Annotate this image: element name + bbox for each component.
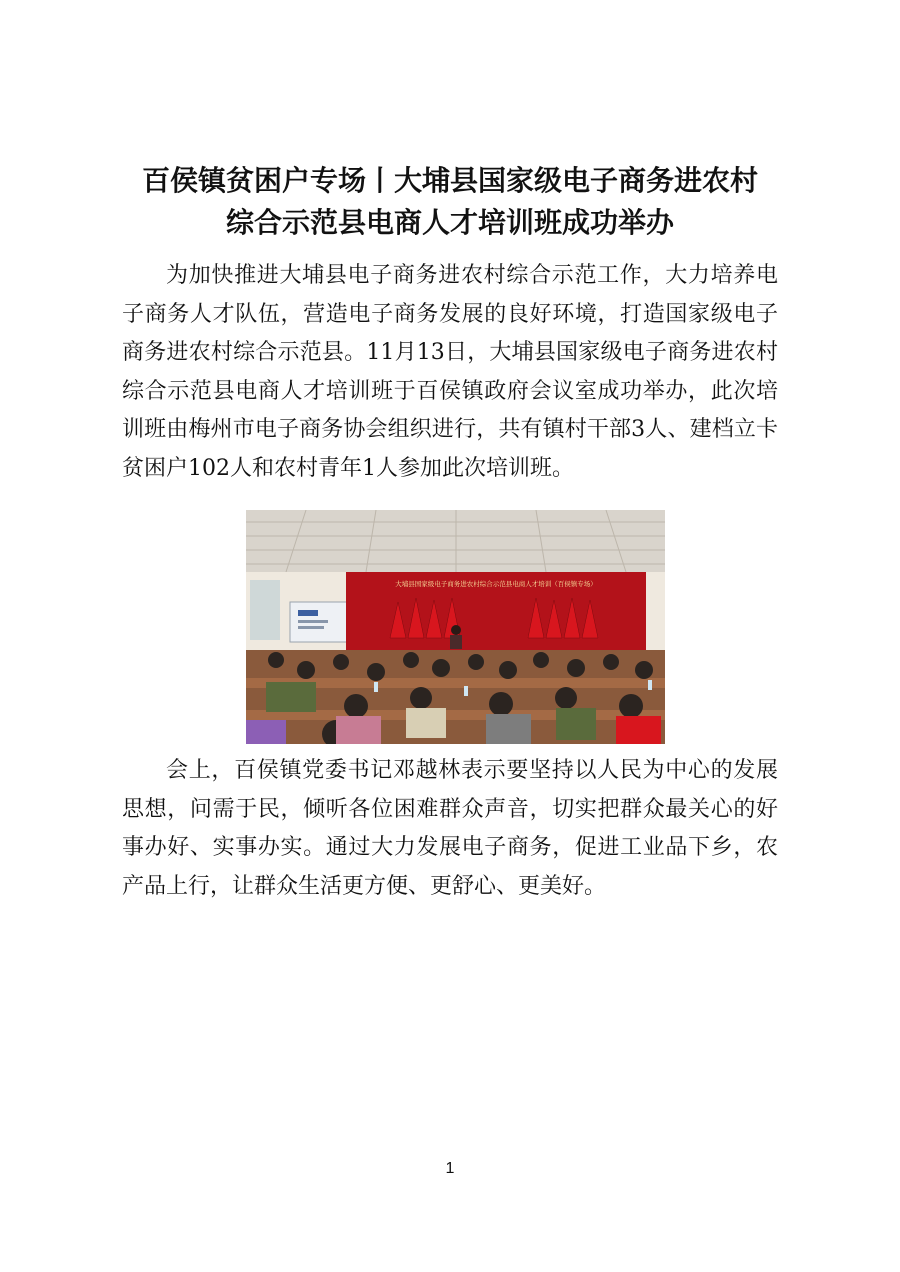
photo-speaker	[451, 625, 461, 635]
paragraph-meeting: 会上，百侯镇党委书记邓越林表示要坚持以人民为中心的发展思想，问需于民，倾听各位困难群众声音，切实把群众最关心的好事办好、实事办实。通过大力发展电子商务，促进工业品下乡，农产品上行，让群众生活更方便、更舒心、更美好。	[122, 758, 778, 899]
photo-window	[250, 580, 280, 640]
title-line-2: 综合示范县电商人才培训班成功举办	[225, 206, 674, 239]
page-number: 1	[445, 1160, 455, 1177]
paragraph-intro: 为加快推进大埔县电子商务进农村综合示范工作，大力培养电子商务人才队伍，营造电子商务发展的良好环境，打造国家级电子商务进农村综合示范县。11月13日，大埔县国家级电子商务进农村综合示范县电商人才培训班于百侯镇政府会议室成功举办，此次培训班由梅州市电子商务协会组织进行，共有镇村干部3人、建档立卡贫困户102人和农村青年1人参加此次培训班。	[122, 263, 778, 481]
title-line-1: 百侯镇贫困户专场丨大埔县国家级电子商务进农村	[141, 164, 758, 197]
photo-banner-text: 大埔县国家级电子商务进农村综合示范县电商人才培训（百侯镇专场）	[395, 580, 597, 588]
training-session-photo	[246, 510, 665, 744]
document-title	[100, 160, 800, 244]
